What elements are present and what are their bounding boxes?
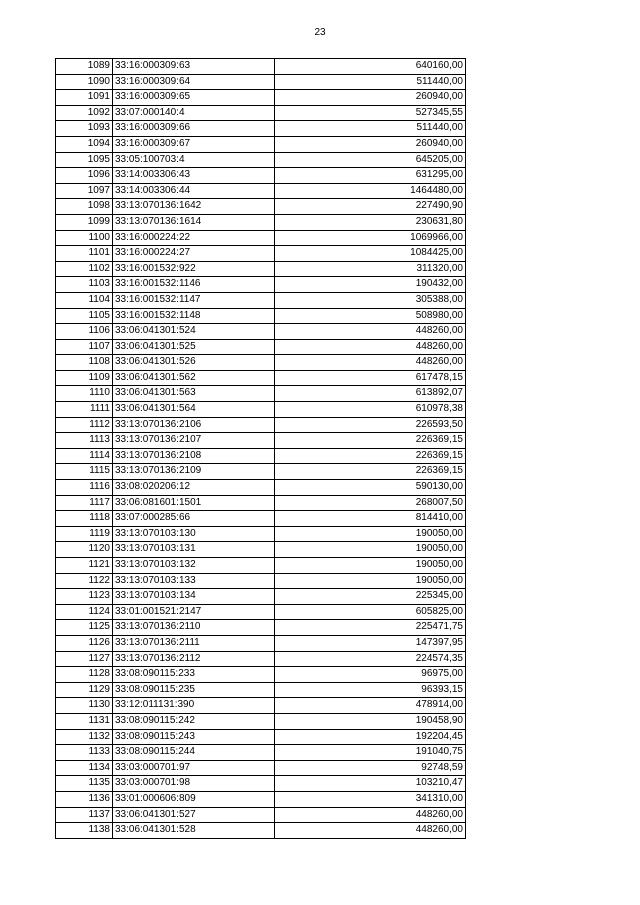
cadastral-number: 33:03:000701:98 — [113, 776, 275, 792]
table-row — [56, 698, 466, 714]
table-row — [56, 230, 466, 246]
cadastral-number: 33:01:000606:809 — [113, 791, 275, 807]
row-number: 1128 — [56, 667, 113, 683]
cadastral-value: 190050,00 — [275, 542, 466, 558]
cadastral-number: 33:16:001532:1147 — [113, 292, 275, 308]
table-row — [56, 511, 466, 527]
cadastral-value: 511440,00 — [275, 74, 466, 90]
cadastral-number: 33:07:000140:4 — [113, 105, 275, 121]
table-row — [56, 370, 466, 386]
cadastral-number: 33:14:003306:43 — [113, 168, 275, 184]
cadastral-number: 33:16:001532:1146 — [113, 277, 275, 293]
cadastral-value: 478914,00 — [275, 698, 466, 714]
cadastral-number: 33:13:070136:2108 — [113, 448, 275, 464]
cadastral-number: 33:13:070136:1642 — [113, 199, 275, 215]
cadastral-value: 1069966,00 — [275, 230, 466, 246]
row-number: 1114 — [56, 448, 113, 464]
cadastral-value: 448260,00 — [275, 823, 466, 839]
row-number: 1116 — [56, 480, 113, 496]
cadastral-value: 617478,15 — [275, 370, 466, 386]
table-row — [56, 464, 466, 480]
cadastral-number: 33:16:000309:64 — [113, 74, 275, 90]
table-row — [56, 526, 466, 542]
table-row — [56, 760, 466, 776]
cadastral-value: 226593,50 — [275, 417, 466, 433]
cadastral-value: 610978,38 — [275, 402, 466, 418]
cadastral-value: 190050,00 — [275, 558, 466, 574]
cadastral-number: 33:06:041301:563 — [113, 386, 275, 402]
cadastral-number: 33:16:000309:65 — [113, 90, 275, 106]
cadastral-value: 590130,00 — [275, 480, 466, 496]
cadastral-value: 225471,75 — [275, 620, 466, 636]
row-number: 1131 — [56, 713, 113, 729]
cadastral-number: 33:08:090115:243 — [113, 729, 275, 745]
cadastral-value: 192204,45 — [275, 729, 466, 745]
table-row — [56, 199, 466, 215]
cadastral-number: 33:13:070136:2107 — [113, 433, 275, 449]
row-number: 1112 — [56, 417, 113, 433]
table-row — [56, 246, 466, 262]
table-row — [56, 121, 466, 137]
cadastral-number: 33:05:100703:4 — [113, 152, 275, 168]
table-row — [56, 448, 466, 464]
cadastral-value: 225345,00 — [275, 589, 466, 605]
table-row — [56, 776, 466, 792]
cadastral-value: 508980,00 — [275, 308, 466, 324]
cadastral-value: 190432,00 — [275, 277, 466, 293]
cadastral-number: 33:13:070103:133 — [113, 573, 275, 589]
table-row — [56, 90, 466, 106]
table-row — [56, 308, 466, 324]
row-number: 1121 — [56, 558, 113, 574]
row-number: 1118 — [56, 511, 113, 527]
row-number: 1120 — [56, 542, 113, 558]
cadastral-number: 33:06:081601:1501 — [113, 495, 275, 511]
cadastral-number: 33:13:070103:131 — [113, 542, 275, 558]
cadastral-value-table — [55, 58, 466, 839]
row-number: 1125 — [56, 620, 113, 636]
cadastral-number: 33:13:070136:1614 — [113, 214, 275, 230]
cadastral-number: 33:16:000309:67 — [113, 136, 275, 152]
cadastral-number: 33:08:020206:12 — [113, 480, 275, 496]
cadastral-value: 96975,00 — [275, 667, 466, 683]
row-number: 1136 — [56, 791, 113, 807]
table-row — [56, 807, 466, 823]
row-number: 1135 — [56, 776, 113, 792]
row-number: 1126 — [56, 635, 113, 651]
table-row — [56, 292, 466, 308]
cadastral-number: 33:07:000285:66 — [113, 511, 275, 527]
row-number: 1097 — [56, 183, 113, 199]
cadastral-value: 311320,00 — [275, 261, 466, 277]
table-row — [56, 745, 466, 761]
cadastral-value: 527345,55 — [275, 105, 466, 121]
row-number: 1105 — [56, 308, 113, 324]
cadastral-number: 33:08:090115:235 — [113, 682, 275, 698]
row-number: 1098 — [56, 199, 113, 215]
row-number: 1108 — [56, 355, 113, 371]
table-row — [56, 620, 466, 636]
row-number: 1138 — [56, 823, 113, 839]
cadastral-value: 613892,07 — [275, 386, 466, 402]
cadastral-number: 33:06:041301:526 — [113, 355, 275, 371]
cadastral-number: 33:13:070136:2109 — [113, 464, 275, 480]
cadastral-value: 814410,00 — [275, 511, 466, 527]
table-row — [56, 823, 466, 839]
cadastral-value: 268007,50 — [275, 495, 466, 511]
row-number: 1122 — [56, 573, 113, 589]
row-number: 1099 — [56, 214, 113, 230]
row-number: 1100 — [56, 230, 113, 246]
cadastral-value: 260940,00 — [275, 136, 466, 152]
row-number: 1095 — [56, 152, 113, 168]
row-number: 1111 — [56, 402, 113, 418]
row-number: 1093 — [56, 121, 113, 137]
cadastral-number: 33:13:070136:2111 — [113, 635, 275, 651]
cadastral-number: 33:16:000224:22 — [113, 230, 275, 246]
table-row — [56, 168, 466, 184]
row-number: 1091 — [56, 90, 113, 106]
row-number: 1094 — [56, 136, 113, 152]
cadastral-value: 190050,00 — [275, 526, 466, 542]
cadastral-number: 33:08:090115:242 — [113, 713, 275, 729]
cadastral-value: 227490,90 — [275, 199, 466, 215]
row-number: 1129 — [56, 682, 113, 698]
table-row — [56, 480, 466, 496]
cadastral-value: 96393,15 — [275, 682, 466, 698]
table-row — [56, 417, 466, 433]
cadastral-value: 645205,00 — [275, 152, 466, 168]
cadastral-value: 260940,00 — [275, 90, 466, 106]
cadastral-number: 33:16:001532:1148 — [113, 308, 275, 324]
cadastral-number: 33:06:041301:562 — [113, 370, 275, 386]
table-row — [56, 183, 466, 199]
row-number: 1096 — [56, 168, 113, 184]
table-row — [56, 495, 466, 511]
table-row — [56, 729, 466, 745]
cadastral-value: 640160,00 — [275, 59, 466, 75]
cadastral-value: 147397,95 — [275, 635, 466, 651]
row-number: 1132 — [56, 729, 113, 745]
table-row — [56, 355, 466, 371]
table-row — [56, 682, 466, 698]
row-number: 1089 — [56, 59, 113, 75]
row-number: 1107 — [56, 339, 113, 355]
cadastral-value: 92748,59 — [275, 760, 466, 776]
cadastral-number: 33:13:070103:132 — [113, 558, 275, 574]
row-number: 1127 — [56, 651, 113, 667]
table-row — [56, 667, 466, 683]
cadastral-number: 33:06:041301:564 — [113, 402, 275, 418]
cadastral-value: 230631,80 — [275, 214, 466, 230]
cadastral-number: 33:01:001521:2147 — [113, 604, 275, 620]
row-number: 1109 — [56, 370, 113, 386]
table-row — [56, 214, 466, 230]
cadastral-number: 33:03:000701:97 — [113, 760, 275, 776]
cadastral-value: 1464480,00 — [275, 183, 466, 199]
cadastral-value: 226369,15 — [275, 433, 466, 449]
row-number: 1113 — [56, 433, 113, 449]
cadastral-value: 341310,00 — [275, 791, 466, 807]
table-row — [56, 433, 466, 449]
table-row — [56, 59, 466, 75]
table-row — [56, 261, 466, 277]
cadastral-value: 190050,00 — [275, 573, 466, 589]
row-number: 1130 — [56, 698, 113, 714]
table-row — [56, 573, 466, 589]
cadastral-value: 191040,75 — [275, 745, 466, 761]
cadastral-value: 190458,90 — [275, 713, 466, 729]
row-number: 1123 — [56, 589, 113, 605]
table-body — [56, 59, 466, 839]
table-row — [56, 74, 466, 90]
cadastral-number: 33:13:070136:2106 — [113, 417, 275, 433]
cadastral-value: 103210,47 — [275, 776, 466, 792]
row-number: 1124 — [56, 604, 113, 620]
table-row — [56, 558, 466, 574]
row-number: 1104 — [56, 292, 113, 308]
row-number: 1115 — [56, 464, 113, 480]
table-row — [56, 136, 466, 152]
table-row — [56, 635, 466, 651]
cadastral-number: 33:08:090115:233 — [113, 667, 275, 683]
row-number: 1101 — [56, 246, 113, 262]
table-row — [56, 402, 466, 418]
table-row — [56, 651, 466, 667]
row-number: 1102 — [56, 261, 113, 277]
cadastral-number: 33:16:000224:27 — [113, 246, 275, 262]
row-number: 1117 — [56, 495, 113, 511]
cadastral-value: 226369,15 — [275, 464, 466, 480]
cadastral-value: 448260,00 — [275, 339, 466, 355]
cadastral-value: 448260,00 — [275, 355, 466, 371]
table-row — [56, 542, 466, 558]
row-number: 1134 — [56, 760, 113, 776]
cadastral-value: 1084425,00 — [275, 246, 466, 262]
cadastral-number: 33:14:003306:44 — [113, 183, 275, 199]
cadastral-value: 605825,00 — [275, 604, 466, 620]
row-number: 1133 — [56, 745, 113, 761]
cadastral-number: 33:16:000309:63 — [113, 59, 275, 75]
table-row — [56, 324, 466, 340]
table-row — [56, 152, 466, 168]
cadastral-number: 33:16:001532:922 — [113, 261, 275, 277]
page-number: 23 — [314, 27, 326, 38]
cadastral-value: 448260,00 — [275, 324, 466, 340]
cadastral-number: 33:06:041301:524 — [113, 324, 275, 340]
cadastral-number: 33:06:041301:528 — [113, 823, 275, 839]
cadastral-value: 511440,00 — [275, 121, 466, 137]
table-row — [56, 791, 466, 807]
cadastral-value: 226369,15 — [275, 448, 466, 464]
cadastral-number: 33:13:070136:2112 — [113, 651, 275, 667]
table-row — [56, 713, 466, 729]
cadastral-number: 33:06:041301:527 — [113, 807, 275, 823]
row-number: 1106 — [56, 324, 113, 340]
row-number: 1103 — [56, 277, 113, 293]
cadastral-value: 631295,00 — [275, 168, 466, 184]
table-row — [56, 105, 466, 121]
cadastral-number: 33:13:070136:2110 — [113, 620, 275, 636]
table-row — [56, 589, 466, 605]
row-number: 1110 — [56, 386, 113, 402]
table-row — [56, 277, 466, 293]
cadastral-value: 224574,35 — [275, 651, 466, 667]
row-number: 1119 — [56, 526, 113, 542]
table-row — [56, 339, 466, 355]
table-row — [56, 604, 466, 620]
row-number: 1092 — [56, 105, 113, 121]
cadastral-number: 33:08:090115:244 — [113, 745, 275, 761]
cadastral-number: 33:13:070103:130 — [113, 526, 275, 542]
table-row — [56, 386, 466, 402]
row-number: 1137 — [56, 807, 113, 823]
cadastral-number: 33:12:011131:390 — [113, 698, 275, 714]
cadastral-number: 33:13:070103:134 — [113, 589, 275, 605]
cadastral-number: 33:06:041301:525 — [113, 339, 275, 355]
cadastral-value: 305388,00 — [275, 292, 466, 308]
cadastral-value: 448260,00 — [275, 807, 466, 823]
cadastral-number: 33:16:000309:66 — [113, 121, 275, 137]
row-number: 1090 — [56, 74, 113, 90]
